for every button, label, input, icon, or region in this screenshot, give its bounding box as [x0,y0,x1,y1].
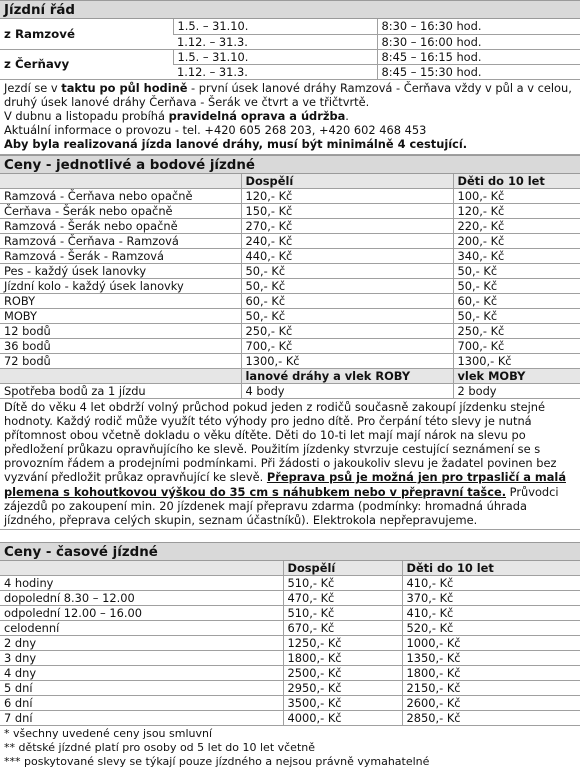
price-adults: 2950,- Kč [283,681,402,696]
table-row [0,636,580,651]
price-children: 60,- Kč [453,294,580,309]
info-phone: Aktuální informace o provozu - tel. +420 605 268 203, +420 602 468 453 [4,123,427,138]
single-prices-note [0,399,580,530]
price-adults: 120,- Kč [241,189,453,204]
table-row [0,651,580,666]
table-row [0,354,580,369]
row-label: Ramzová - Šerák - Ramzová [0,249,241,264]
timed-prices-table [0,561,580,727]
info-text: - první úsek lanové dráhy Ramzová - Čerňava vždy v půl a v celou, druhý úsek lanové dráhy Čerňava - Šerák ve čtvrt a ve třičtvrtě. [4,80,572,109]
table-row [0,384,580,399]
table-row [0,324,580,339]
info-text: Jezdí se v [4,80,62,95]
table-row [0,711,580,726]
schedule-info [0,80,580,155]
single-prices-title: Ceny - jednotlivé a bodové jízdné [0,155,580,174]
row-label: MOBY [0,309,241,324]
row-label: 3 dny [0,651,283,666]
table-row [0,606,580,621]
price-adults: 50,- Kč [241,309,453,324]
price-children: 50,- Kč [453,309,580,324]
table-row [0,204,580,219]
schedule-place: z Čerňavy [0,49,173,79]
price-children: 220,- Kč [453,219,580,234]
info-line [4,109,576,123]
schedule-title: Jízdní řád [0,0,580,19]
table-row [0,576,580,591]
info-bold: Aby byla realizovaná jízda lanové dráhy, musí být minimálně 4 cestující. [4,137,468,152]
row-label: odpolední 12.00 – 16.00 [0,606,283,621]
price-adults: 470,- Kč [283,591,402,606]
points-lifts: 4 body [241,384,453,399]
table-row [0,219,580,234]
header-adults: Dospělí [241,174,453,189]
price-children: 250,- Kč [453,324,580,339]
price-children: 370,- Kč [402,591,580,606]
table-row [0,189,580,204]
price-children: 2150,- Kč [402,681,580,696]
row-label: 2 dny [0,636,283,651]
price-children: 120,- Kč [453,204,580,219]
schedule-dates: 1.12. – 31.3. [173,34,377,49]
row-label: Pes - každý úsek lanovky [0,264,241,279]
price-children: 410,- Kč [402,606,580,621]
price-children: 2600,- Kč [402,696,580,711]
price-adults: 1300,- Kč [241,354,453,369]
row-label: 4 hodiny [0,576,283,591]
price-adults: 670,- Kč [283,621,402,636]
row-label: 7 dní [0,711,283,726]
price-adults: 60,- Kč [241,294,453,309]
table-header-row [0,369,580,384]
row-label: 72 bodů [0,354,241,369]
price-children: 520,- Kč [402,621,580,636]
price-children: 700,- Kč [453,339,580,354]
footnote: ** dětské jízdné platí pro osoby od 5 let do 10 let včetně [4,741,316,755]
info-text: V dubnu a listopadu probíhá [4,108,169,123]
table-row [0,264,580,279]
price-adults: 510,- Kč [283,576,402,591]
schedule-hours: 8:30 – 16:30 hod. [377,19,580,34]
price-adults: 50,- Kč [241,279,453,294]
price-children: 1000,- Kč [402,636,580,651]
table-row [0,666,580,681]
price-children: 1800,- Kč [402,666,580,681]
price-children: 50,- Kč [453,279,580,294]
row-label: 36 bodů [0,339,241,354]
price-adults: 4000,- Kč [283,711,402,726]
header-label [0,174,241,189]
points-label: Spotřeba bodů za 1 jízdu [0,384,241,399]
price-adults: 50,- Kč [241,264,453,279]
header-children: Děti do 10 let [453,174,580,189]
price-children: 2850,- Kč [402,711,580,726]
row-label: 6 dní [0,696,283,711]
schedule-hours: 8:30 – 16:00 hod. [377,34,580,49]
row-label: 4 dny [0,666,283,681]
points-moby: 2 body [453,384,580,399]
schedule-row [0,49,580,64]
row-label: dopolední 8.30 – 12.00 [0,591,283,606]
header-lifts-roby: lanové dráhy a vlek ROBY [241,369,453,384]
single-prices-table [0,174,580,400]
info-bold: taktu po půl hodině [61,80,188,95]
schedule-dates: 1.12. – 31.3. [173,64,377,79]
table-row [0,621,580,636]
schedule-table [0,19,580,80]
header-label [0,561,283,576]
row-label: Čerňava - Šerák nebo opačně [0,204,241,219]
schedule-row [0,19,580,34]
header-children: Děti do 10 let [402,561,580,576]
price-children: 200,- Kč [453,234,580,249]
info-bold: pravidelná oprava a údržba [168,108,346,123]
row-label: ROBY [0,294,241,309]
row-label: Ramzová - Čerňava nebo opačně [0,189,241,204]
header-moby: vlek MOBY [453,369,580,384]
table-header-row [0,174,580,189]
table-row [0,234,580,249]
table-row [0,279,580,294]
row-label: 5 dní [0,681,283,696]
timed-prices-title: Ceny - časové jízdné [0,542,580,561]
price-children: 410,- Kč [402,576,580,591]
price-children: 50,- Kč [453,264,580,279]
info-text: . [345,108,349,123]
schedule-place: z Ramzové [0,19,173,49]
table-row [0,681,580,696]
row-label: celodenní [0,621,283,636]
price-adults: 1250,- Kč [283,636,402,651]
schedule-dates: 1.5. – 31.10. [173,19,377,34]
info-minimum [4,137,576,151]
schedule-dates: 1.5. – 31.10. [173,49,377,64]
dog-transport-note: Přeprava psů je možná jen pro trpasličí a malá plemena s kohoutkovou výškou do 35 cm s náhubkem nebo v přepravní tašce. [4,470,566,499]
price-children: 1300,- Kč [453,354,580,369]
table-header-row [0,561,580,576]
price-adults: 700,- Kč [241,339,453,354]
header-label [0,369,241,384]
header-adults: Dospělí [283,561,402,576]
info-line [4,81,576,109]
footnotes [0,726,580,770]
table-row [0,591,580,606]
price-children: 340,- Kč [453,249,580,264]
table-row [0,249,580,264]
schedule-hours: 8:45 – 15:30 hod. [377,64,580,79]
price-adults: 250,- Kč [241,324,453,339]
price-adults: 440,- Kč [241,249,453,264]
table-row [0,696,580,711]
price-adults: 150,- Kč [241,204,453,219]
row-label: Ramzová - Čerňava - Ramzová [0,234,241,249]
row-label: Ramzová - Šerák nebo opačně [0,219,241,234]
note-text: Průvodci zájezdů po zakoupení min. 20 jízdenek mají přepravu zdarma (podmínky: hromadná úhrada jízdného, přeprava celých skupin, seznam účastníků). Elektrokola nepřepravujeme. [4,484,559,527]
table-row [0,309,580,324]
footnote: *** poskytované slevy se týkají pouze jízdného a nejsou právně vymahatelné [4,755,430,769]
table-row [0,294,580,309]
footnote: * všechny uvedené ceny jsou smluvní [4,727,213,741]
row-label: 12 bodů [0,324,241,339]
price-adults: 270,- Kč [241,219,453,234]
price-adults: 3500,- Kč [283,696,402,711]
table-row [0,339,580,354]
price-adults: 2500,- Kč [283,666,402,681]
price-adults: 240,- Kč [241,234,453,249]
price-children: 100,- Kč [453,189,580,204]
price-adults: 1800,- Kč [283,651,402,666]
price-adults: 510,- Kč [283,606,402,621]
schedule-hours: 8:45 – 16:15 hod. [377,49,580,64]
note-text: Dítě do věku 4 let obdrží volný průchod pokud jeden z rodičů současně zakoupí jízdenku stejné hodnoty. Každý rodič může využít této výhody pro jedno dítě. Pro čerpání této slevy je nutná přítomnost obou včetně dokladu o věku dítěte. Děti do 10-ti let mají mají nárok na slevu po předložení průkazu opravňujícího ke slevě. Použitím jízdenky stvrzuje cestující seznámení se s provozním řádem a prodejními podmínkami. Při žádosti o jakoukoliv slevu je žadatel povinen bez vyzvání předložit průkaz opravňující ke slevě. [4,400,557,485]
price-children: 1350,- Kč [402,651,580,666]
row-label: Jízdní kolo - každý úsek lanovky [0,279,241,294]
